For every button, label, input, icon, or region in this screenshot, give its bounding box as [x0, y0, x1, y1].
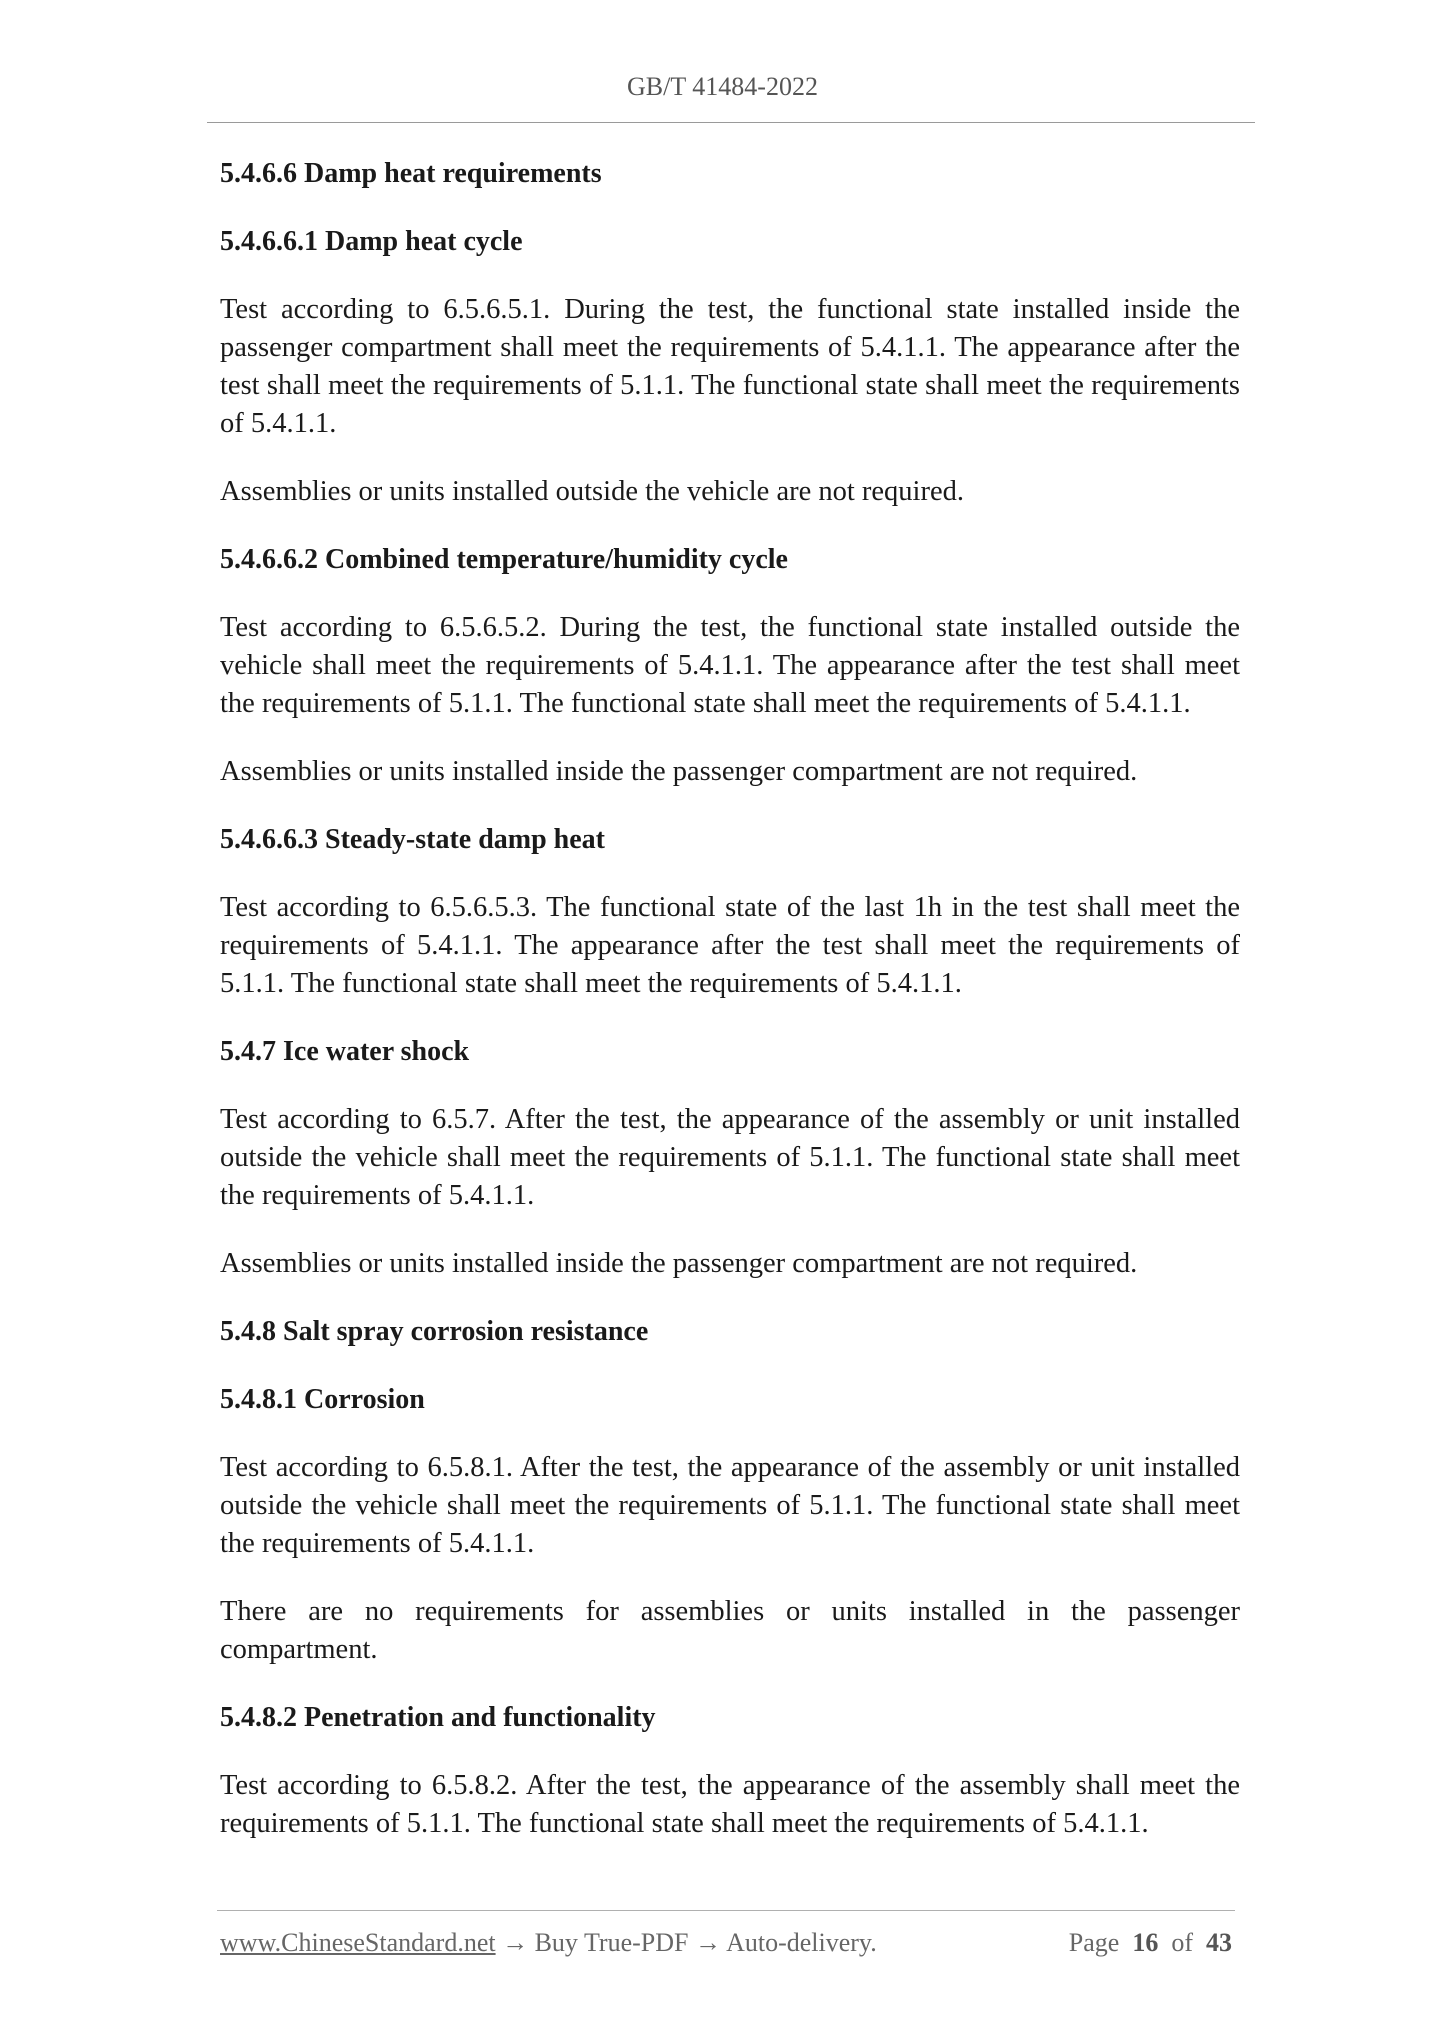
- paragraph: Assemblies or units installed outside the vehicle are not required.: [220, 476, 964, 507]
- page-number: [1069, 1928, 1232, 1958]
- arrow-right-icon: →: [502, 1928, 529, 1957]
- buy-pdf-text: Buy True-PDF: [534, 1928, 689, 1957]
- document-id-header: GB/T 41484-2022: [627, 72, 818, 101]
- paragraph: Test according to 6.5.7. After the test, the appearance of the assembly or unit installed outside the vehicle shall meet the requirements of 5.1.1. The functional state shall meet the requirements of 5.4.1.1.: [220, 1104, 1240, 1211]
- section-heading: 5.4.8.2 Penetration and functionality: [220, 1702, 656, 1733]
- section-heading: 5.4.8 Salt spray corrosion resistance: [220, 1316, 649, 1347]
- current-page-number: 16: [1132, 1928, 1159, 1957]
- page-of-label: of: [1171, 1928, 1193, 1957]
- paragraph: Test according to 6.5.6.5.2. During the test, the functional state installed outside the vehicle shall meet the requirements of 5.4.1.1. The appearance after the test shall meet the requirements of 5.1.1. The functional state shall meet the requirements of 5.4.1.1.: [220, 612, 1240, 719]
- section-heading: 5.4.6.6 Damp heat requirements: [220, 158, 602, 189]
- page-label: Page: [1068, 1928, 1120, 1957]
- footer-divider: [217, 1910, 1235, 1911]
- document-body: [220, 155, 1240, 1873]
- auto-delivery-text: Auto-delivery.: [726, 1928, 877, 1957]
- section-heading: 5.4.6.6.3 Steady-state damp heat: [220, 824, 605, 855]
- paragraph: There are no requirements for assemblies or units installed in the passenger compartment.: [220, 1596, 1240, 1665]
- total-page-count: 43: [1206, 1928, 1232, 1957]
- website-link[interactable]: www.ChineseStandard.net: [220, 1928, 496, 1957]
- footer-promo: [220, 1928, 877, 1958]
- section-heading: 5.4.6.6.2 Combined temperature/humidity cycle: [220, 544, 788, 575]
- section-heading: 5.4.8.1 Corrosion: [220, 1384, 425, 1415]
- section-heading: 5.4.6.6.1 Damp heat cycle: [220, 226, 523, 257]
- paragraph: Assemblies or units installed inside the passenger compartment are not required.: [220, 1248, 1138, 1279]
- header-divider: [207, 122, 1255, 123]
- paragraph: Test according to 6.5.6.5.1. During the test, the functional state installed inside the passenger compartment shall meet the requirements of 5.4.1.1. The appearance after the test shall meet the requirements of 5.1.1. The functional state shall meet the requirements of 5.4.1.1.: [220, 294, 1240, 439]
- paragraph: Assemblies or units installed inside the passenger compartment are not required.: [220, 756, 1138, 787]
- paragraph: Test according to 6.5.8.2. After the test, the appearance of the assembly shall meet the requirements of 5.1.1. The functional state shall meet the requirements of 5.4.1.1.: [220, 1770, 1240, 1839]
- paragraph: Test according to 6.5.6.5.3. The functional state of the last 1h in the test shall meet the requirements of 5.4.1.1. The appearance after the test shall meet the requirements of 5.1.1. The functional state shall meet the requirements of 5.4.1.1.: [220, 892, 1240, 999]
- section-heading: 5.4.7 Ice water shock: [220, 1036, 470, 1067]
- arrow-right-icon: →: [695, 1928, 721, 1957]
- paragraph: Test according to 6.5.8.1. After the test, the appearance of the assembly or unit installed outside the vehicle shall meet the requirements of 5.1.1. The functional state shall meet the requirements of 5.4.1.1.: [220, 1452, 1240, 1559]
